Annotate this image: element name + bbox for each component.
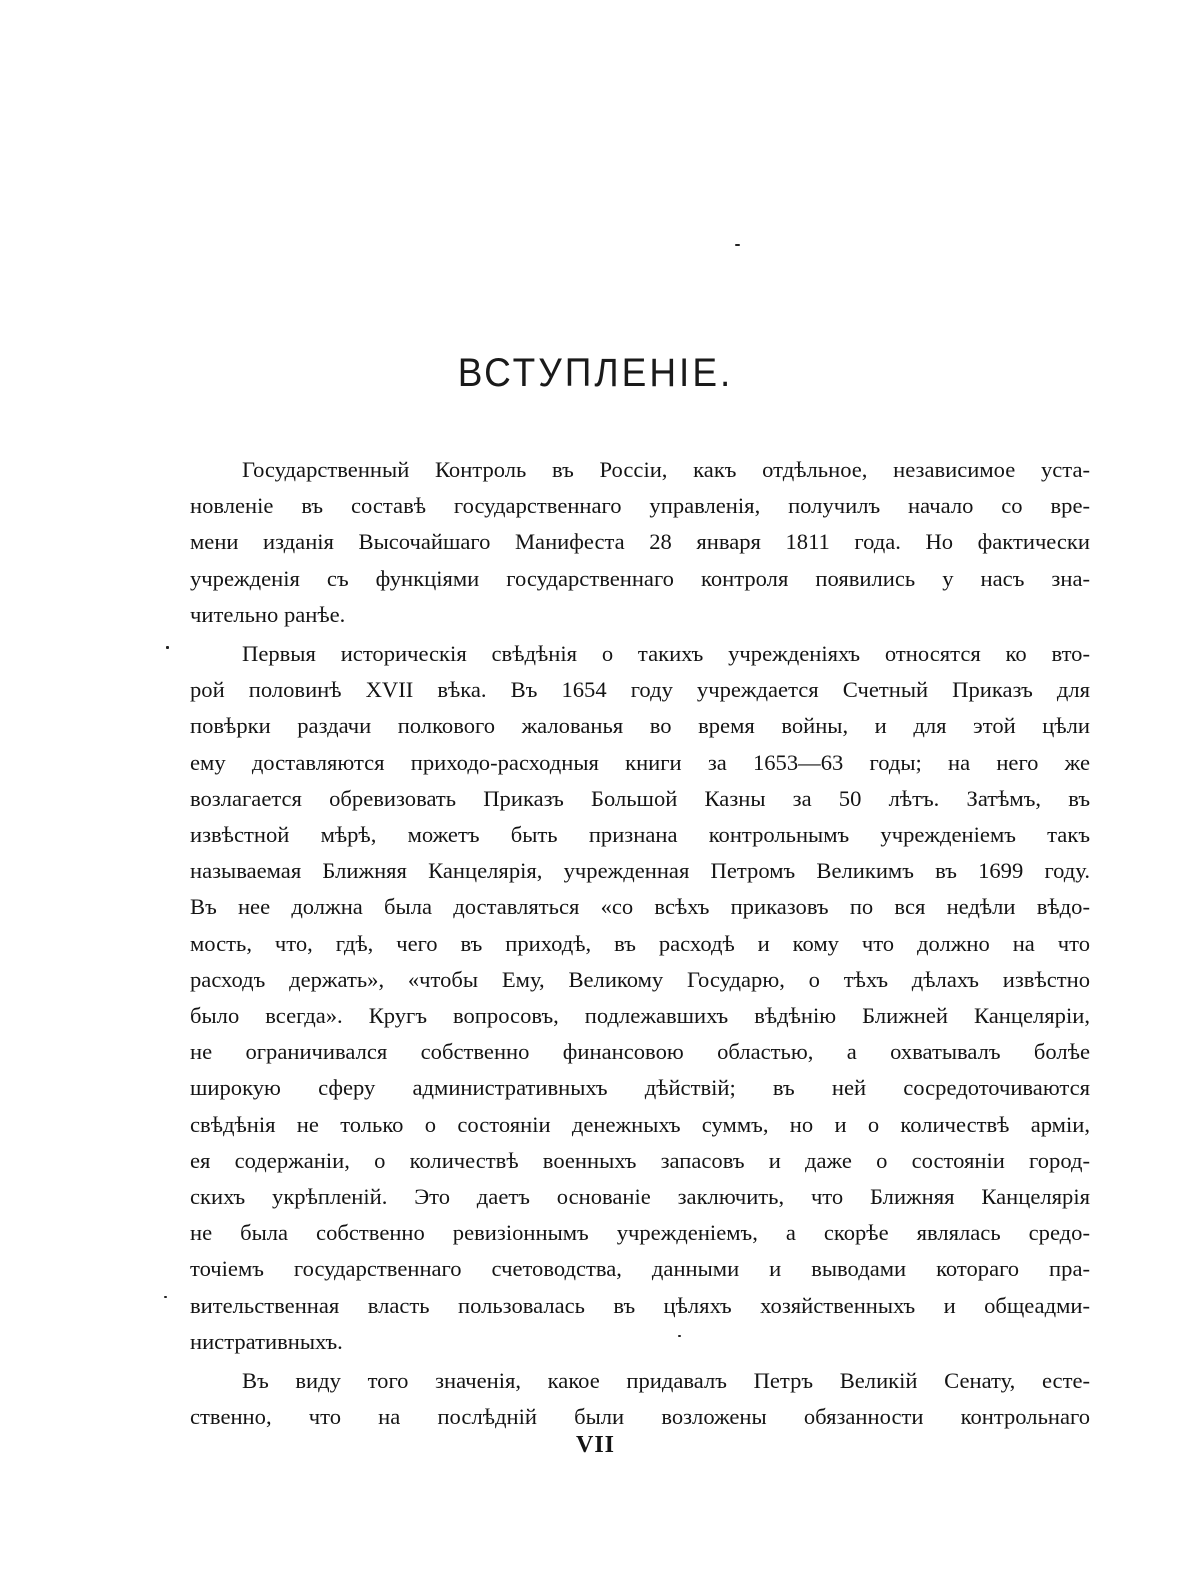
text-line: широкую сферу административныхъ дѣйствій; въ ней сосредоточиваются [190, 1075, 1090, 1101]
print-speck [164, 1296, 167, 1298]
text-line: расходъ держать», «чтобы Ему, Великому Государю, о тѣхъ дѣлахъ извѣстно [190, 966, 1090, 992]
text-line: точіемъ государственнаго счетоводства, данными и выводами котораго пра- [190, 1256, 1090, 1282]
paragraph [190, 1363, 1090, 1435]
text-line: скихъ укрѣпленій. Это даетъ основаніе заключить, что Ближняя Канцелярія [190, 1184, 1090, 1210]
text-line: Въ виду того значенія, какое придавалъ Петръ Великій Сенату, есте- [242, 1368, 1090, 1394]
text-line: ему доставляются приходо-расходныя книги за 1653—63 годы; на него же [190, 749, 1090, 775]
text-line: свѣдѣнія не только о состояніи денежныхъ суммъ, но и о количествѣ арміи, [190, 1111, 1090, 1137]
text-line: Въ нее должна была доставляться «со всѣхъ приказовъ по вся недѣли вѣдо- [190, 894, 1090, 920]
text-line: возлагается обревизовать Приказъ Большой Казны за 50 лѣтъ. Затѣмъ, въ [190, 785, 1090, 811]
text-line: чительно ранѣе. [190, 601, 346, 627]
text-line: рой половинѣ XVII вѣка. Въ 1654 году учреждается Счетный Приказъ для [190, 677, 1090, 703]
paragraph [190, 636, 1090, 1360]
text-line: мость, что, гдѣ, чего въ приходѣ, въ расходѣ и кому что должно на что [190, 930, 1090, 956]
text-line: вительственная власть пользовалась въ цѣляхъ хозяйственныхъ и общеадми- [190, 1292, 1090, 1318]
paragraph [190, 452, 1090, 633]
chapter-body [190, 452, 1090, 1435]
text-line: было всегда». Кругъ вопросовъ, подлежавшихъ вѣдѣнію Ближней Канцеляріи, [190, 1003, 1090, 1029]
text-line: ственно, что на послѣдній были возложены обязанности контрольнаго [190, 1404, 1090, 1430]
text-line: нистративныхъ. [190, 1328, 343, 1354]
text-line: Первыя историческія свѣдѣнія о такихъ учрежденіяхъ относятся ко вто- [242, 641, 1090, 667]
text-line: Государственный Контроль въ Россіи, какъ отдѣльное, независимое уста- [242, 457, 1090, 482]
text-line: мени изданія Высочайшаго Манифеста 28 января 1811 года. Но фактически [190, 529, 1090, 555]
print-speck [735, 244, 740, 246]
text-line: повѣрки раздачи полкового жалованья во время войны, и для этой цѣли [190, 713, 1090, 739]
text-line: называемая Ближняя Канцелярія, учрежденная Петромъ Великимъ въ 1699 году. [190, 858, 1090, 884]
text-line: не была собственно ревизіоннымъ учрежденіемъ, а скорѣе являлась средо- [190, 1220, 1090, 1246]
page-number: VII [575, 1432, 615, 1458]
text-line: учрежденія съ функціями государственнаго контроля появились у насъ зна- [190, 565, 1090, 591]
text-line: не ограничивался собственно финансовою областью, а охватывалъ болѣе [190, 1039, 1090, 1065]
text-line: новленіе въ составѣ государственнаго управленія, получилъ начало со вре- [190, 493, 1090, 519]
chapter-title: ВСТУПЛЕНІЕ. [457, 350, 734, 395]
text-line: извѣстной мѣрѣ, можетъ быть признана контрольнымъ учрежденіемъ такъ [190, 822, 1090, 848]
print-speck [166, 646, 169, 649]
text-line: ея содержаніи, о количествѣ военныхъ запасовъ и даже о состояніи город- [190, 1147, 1090, 1173]
